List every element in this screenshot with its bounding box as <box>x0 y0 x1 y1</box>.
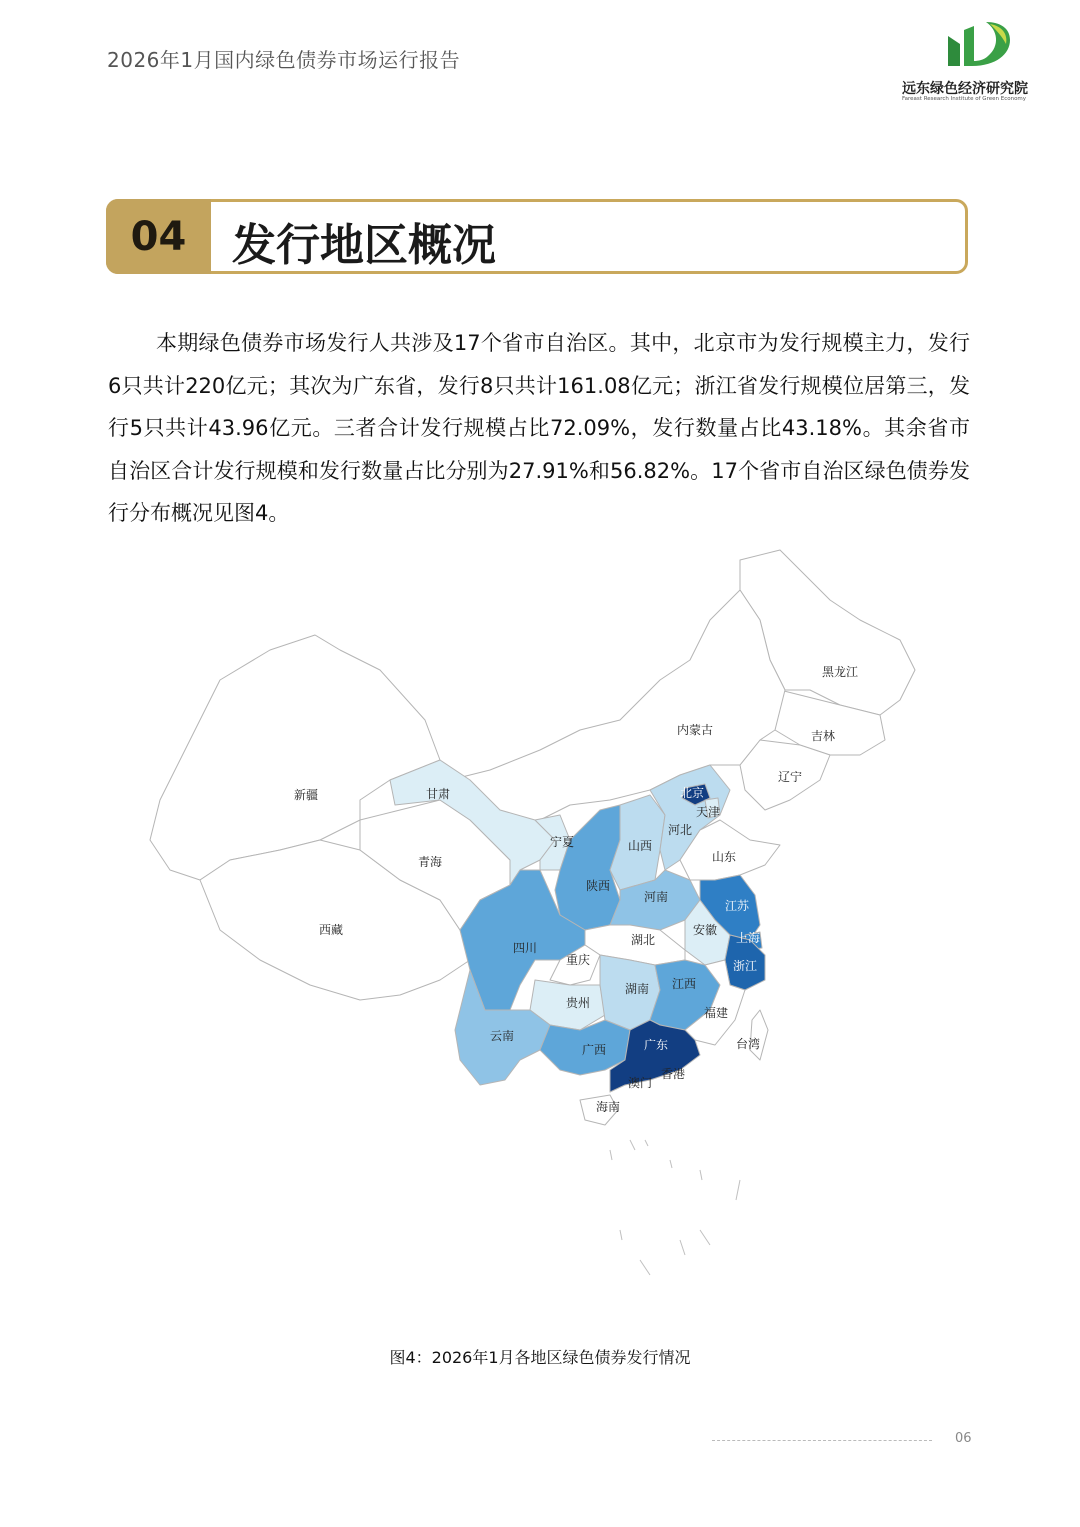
body-paragraph: 本期绿色债券市场发行人共涉及17个省市自治区。其中，北京市为发行规模主力，发行6只共计220亿元；其次为广东省，发行8只共计161.08亿元；浙江省发行规模位居第三，发行5只共计43.96亿元。三者合计发行规模占比72.09%，发行数量占比43.18%。其余省市自治区合计发行规模和发行数量占比分别为27.91%和56.82%。17个省市自治区绿色债券发行分布概况见图4。 <box>108 331 970 525</box>
label-anhui: 安徽 <box>692 923 718 937</box>
label-shaanxi: 陕西 <box>585 879 611 893</box>
region-shaanxi <box>555 805 620 930</box>
label-hubei: 湖北 <box>630 933 656 947</box>
section-number: 04 <box>106 199 211 274</box>
label-liaoning: 辽宁 <box>777 770 803 784</box>
label-shanghai: 上海 <box>735 931 761 945</box>
label-henan: 河南 <box>643 890 669 904</box>
china-map-svg <box>140 540 940 1320</box>
label-jilin: 吉林 <box>810 729 836 743</box>
footer-divider <box>712 1440 932 1441</box>
label-sichuan: 四川 <box>512 941 538 955</box>
region-taiwan <box>750 1010 768 1060</box>
figure-caption: 图4：2026年1月各地区绿色债券发行情况 <box>389 1348 691 1367</box>
label-shandong: 山东 <box>711 850 737 864</box>
label-beijing: 北京 <box>679 786 705 800</box>
label-aomen: 澳门 <box>627 1076 653 1090</box>
label-yunnan: 云南 <box>489 1029 515 1043</box>
label-taiwan: 台湾 <box>735 1037 761 1051</box>
section-header <box>106 199 968 274</box>
label-xizang: 西藏 <box>318 923 344 937</box>
label-jiangsu: 江苏 <box>724 899 750 913</box>
label-neimenggu: 内蒙古 <box>676 723 714 737</box>
label-jiangxi: 江西 <box>671 977 697 991</box>
label-guizhou: 贵州 <box>565 996 591 1010</box>
label-chongqing: 重庆 <box>565 953 591 967</box>
page-number: 06 <box>955 1431 972 1446</box>
org-name-cn: 远东绿色经济研究院 <box>902 81 1028 97</box>
china-map <box>140 540 940 1320</box>
label-ningxia: 宁夏 <box>549 835 575 849</box>
label-tianjin: 天津 <box>695 805 721 819</box>
region-neimenggu <box>440 590 785 830</box>
label-shanxi: 山西 <box>627 839 653 853</box>
label-zhejiang: 浙江 <box>732 959 758 973</box>
report-header-title: 2026年1月国内绿色债券市场运行报告 <box>107 48 461 72</box>
label-hunan: 湖南 <box>624 982 650 996</box>
label-xinjiang: 新疆 <box>293 788 319 802</box>
section-title: 发行地区概况 <box>232 220 496 271</box>
label-guangdong: 广东 <box>643 1038 669 1052</box>
label-guangxi: 广西 <box>581 1043 607 1057</box>
south-sea-islands <box>610 1140 740 1275</box>
label-hebei: 河北 <box>667 823 693 837</box>
label-gansu: 甘肃 <box>425 787 451 801</box>
label-hainan: 海南 <box>595 1100 621 1114</box>
institute-logo <box>898 16 1063 108</box>
label-heilongjiang: 黑龙江 <box>821 665 859 679</box>
logo-mark-icon <box>898 16 1063 78</box>
label-fujian: 福建 <box>703 1006 729 1020</box>
label-xianggang: 香港 <box>660 1067 686 1081</box>
label-qinghai: 青海 <box>417 855 443 869</box>
org-name-en: Fareast Research Institute of Green Economy <box>902 96 1027 102</box>
